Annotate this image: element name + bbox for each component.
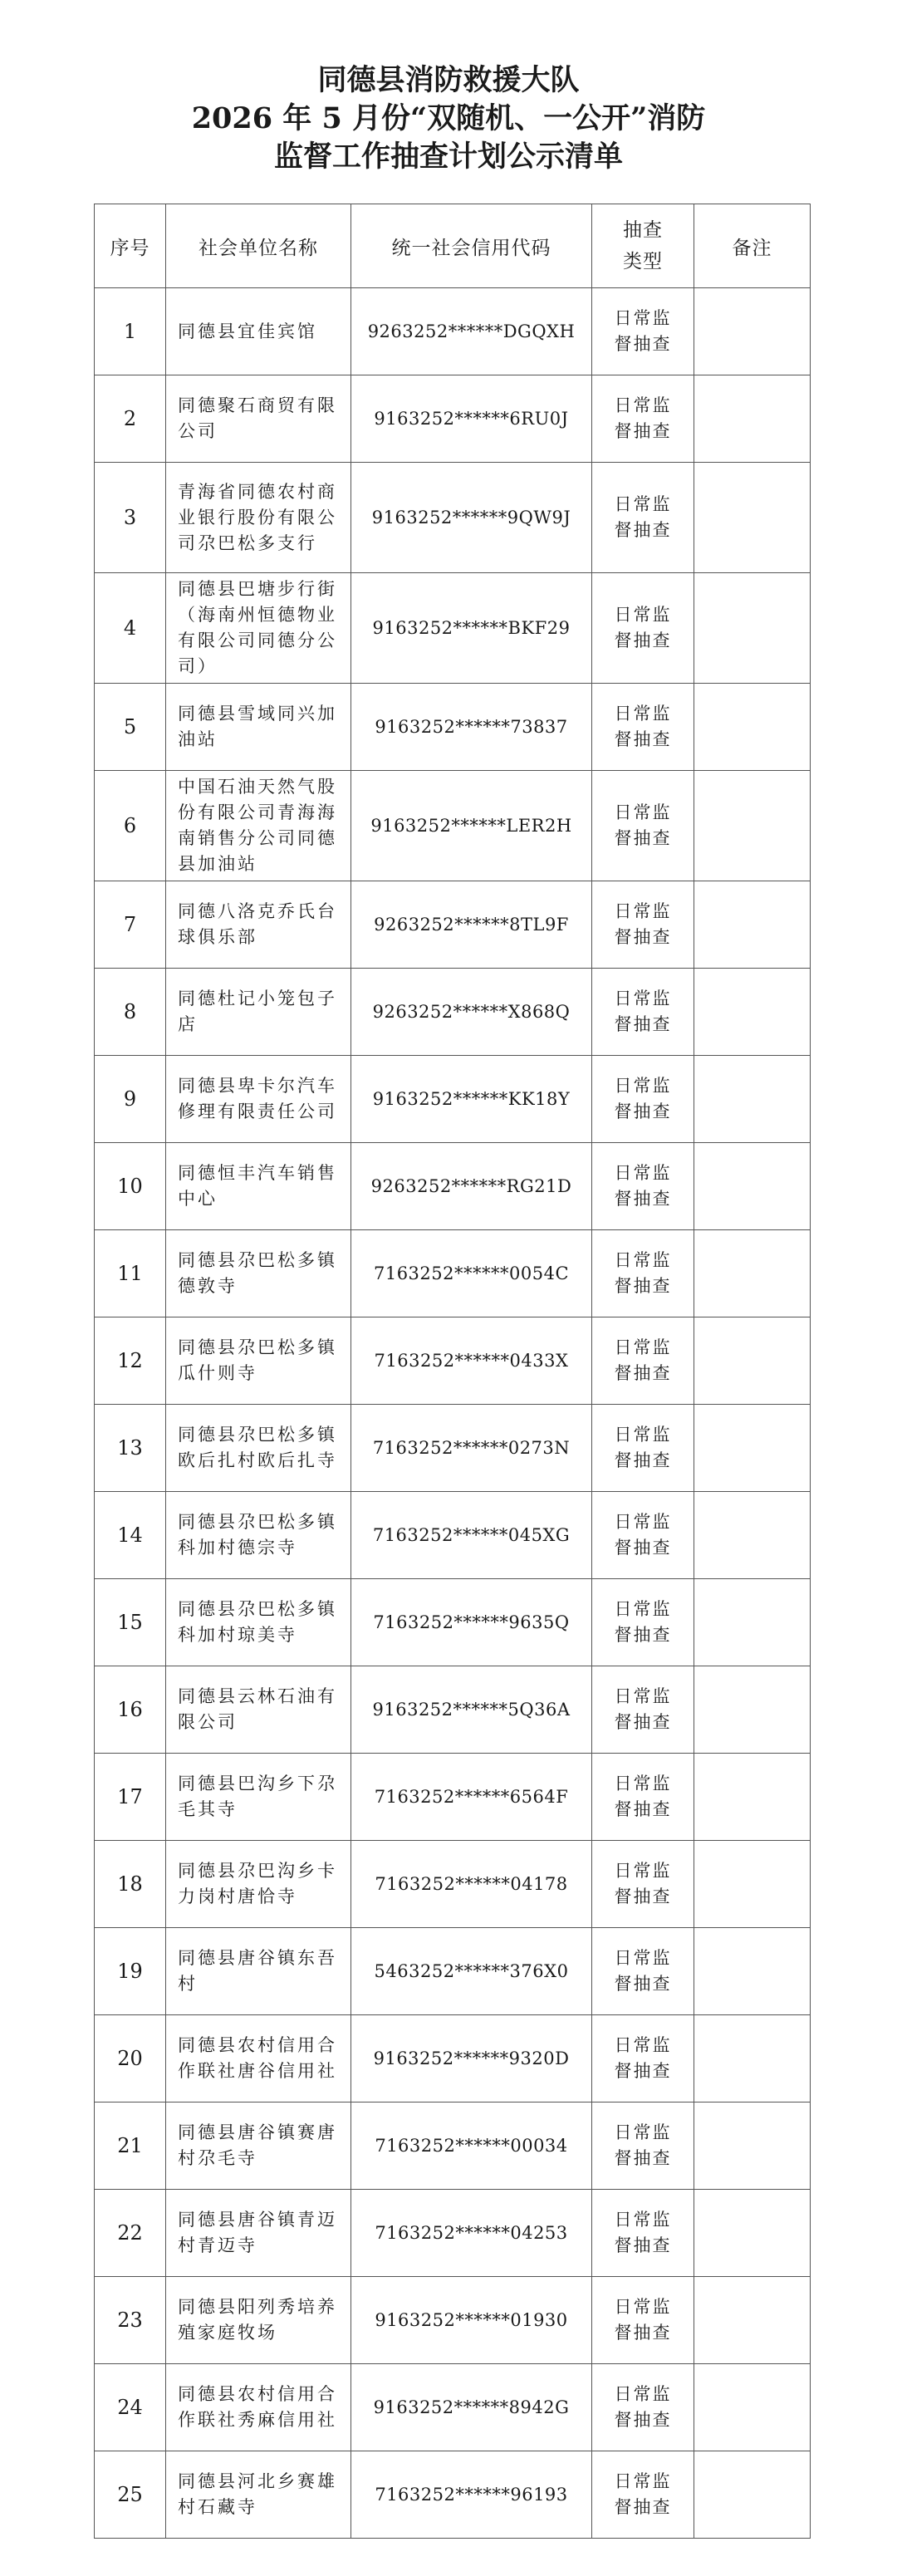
table-row (95, 1405, 811, 1492)
row-note (694, 969, 811, 1056)
row-note (694, 2364, 811, 2451)
row-note (694, 573, 811, 684)
row-note (694, 1928, 811, 2015)
table-row (95, 1492, 811, 1579)
row-unit-name: 同德聚石商贸有限公司 (166, 375, 351, 463)
row-credit-code: 9163252******KK18Y (351, 1056, 592, 1143)
row-check-type: 日常监督抽查 (592, 1841, 694, 1928)
table-row (95, 881, 811, 969)
row-credit-code: 9163252******LER2H (351, 771, 592, 881)
table-row (95, 2451, 811, 2539)
table-row (95, 2190, 811, 2277)
table-row (95, 288, 811, 375)
row-check-type: 日常监督抽查 (592, 1405, 694, 1492)
row-check-type: 日常监督抽查 (592, 2190, 694, 2277)
row-note (694, 1405, 811, 1492)
row-note (694, 1579, 811, 1666)
row-note (694, 881, 811, 969)
table-row (95, 463, 811, 573)
row-seq: 17 (95, 1754, 166, 1841)
row-credit-code: 9263252******RG21D (351, 1143, 592, 1230)
row-unit-name: 同德县尕巴松多镇瓜什则寺 (166, 1317, 351, 1405)
title-line-1: 同德县消防救援大队 (317, 63, 580, 97)
table-row (95, 2277, 811, 2364)
row-seq: 16 (95, 1666, 166, 1754)
row-note (694, 1317, 811, 1405)
row-credit-code: 7163252******0273N (351, 1405, 592, 1492)
table-row (95, 2015, 811, 2103)
row-seq: 24 (95, 2364, 166, 2451)
row-unit-name: 同德八洛克乔氏台球俱乐部 (166, 881, 351, 969)
row-seq: 9 (95, 1056, 166, 1143)
row-note (694, 1841, 811, 1928)
row-credit-code: 7163252******0433X (351, 1317, 592, 1405)
row-credit-code: 9163252******01930 (351, 2277, 592, 2364)
table-row (95, 573, 811, 684)
row-credit-code: 7163252******00034 (351, 2103, 592, 2190)
row-credit-code: 9163252******BKF29 (351, 573, 592, 684)
row-note (694, 1754, 811, 1841)
header-unit-name: 社会单位名称 (166, 204, 351, 288)
row-unit-name: 中国石油天然气股份有限公司青海海南销售分公司同德县加油站 (166, 771, 351, 881)
row-check-type: 日常监督抽查 (592, 1492, 694, 1579)
row-unit-name: 同德县卑卡尔汽车修理有限责任公司 (166, 1056, 351, 1143)
row-check-type: 日常监督抽查 (592, 1928, 694, 2015)
row-seq: 8 (95, 969, 166, 1056)
row-seq: 19 (95, 1928, 166, 2015)
row-seq: 12 (95, 1317, 166, 1405)
row-unit-name: 同德县尕巴松多镇科加村琼美寺 (166, 1579, 351, 1666)
row-check-type: 日常监督抽查 (592, 684, 694, 771)
row-unit-name: 同德县云林石油有限公司 (166, 1666, 351, 1754)
row-note (694, 1230, 811, 1317)
row-unit-name: 同德杜记小笼包子店 (166, 969, 351, 1056)
inspection-plan-table (94, 204, 811, 2539)
row-credit-code: 9163252******9QW9J (351, 463, 592, 573)
row-unit-name: 同德县阳列秀培养殖家庭牧场 (166, 2277, 351, 2364)
row-unit-name: 同德县尕巴松多镇科加村德宗寺 (166, 1492, 351, 1579)
row-seq: 13 (95, 1405, 166, 1492)
row-seq: 7 (95, 881, 166, 969)
row-credit-code: 7163252******04253 (351, 2190, 592, 2277)
table-row (95, 2364, 811, 2451)
row-unit-name: 同德县宜佳宾馆 (166, 288, 351, 375)
row-credit-code: 7163252******6564F (351, 1754, 592, 1841)
row-seq: 2 (95, 375, 166, 463)
row-unit-name: 同德县农村信用合作联社秀麻信用社 (166, 2364, 351, 2451)
row-credit-code: 9263252******X868Q (351, 969, 592, 1056)
row-check-type: 日常监督抽查 (592, 2103, 694, 2190)
row-seq: 1 (95, 288, 166, 375)
title-line-3: 监督工作抽查计划公示清单 (273, 140, 623, 174)
table-row (95, 1754, 811, 1841)
row-check-type: 日常监督抽查 (592, 969, 694, 1056)
row-seq: 4 (95, 573, 166, 684)
row-unit-name: 同德恒丰汽车销售中心 (166, 1143, 351, 1230)
row-check-type: 日常监督抽查 (592, 2277, 694, 2364)
row-credit-code: 7163252******9635Q (351, 1579, 592, 1666)
row-credit-code: 9263252******8TL9F (351, 881, 592, 969)
row-check-type: 日常监督抽查 (592, 463, 694, 573)
table-row (95, 771, 811, 881)
row-note (694, 2277, 811, 2364)
row-unit-name: 同德县尕巴松多镇欧后扎村欧后扎寺 (166, 1405, 351, 1492)
row-credit-code: 9163252******6RU0J (351, 375, 592, 463)
row-unit-name: 同德县尕巴沟乡卡力岗村唐恰寺 (166, 1841, 351, 1928)
row-credit-code: 5463252******376X0 (351, 1928, 592, 2015)
row-note (694, 1492, 811, 1579)
row-check-type: 日常监督抽查 (592, 375, 694, 463)
row-seq: 6 (95, 771, 166, 881)
table-row (95, 969, 811, 1056)
table-row (95, 1056, 811, 1143)
row-seq: 22 (95, 2190, 166, 2277)
row-seq: 3 (95, 463, 166, 573)
row-seq: 21 (95, 2103, 166, 2190)
row-unit-name: 同德县巴塘步行街（海南州恒德物业有限公司同德分公司） (166, 573, 351, 684)
row-credit-code: 7163252******045XG (351, 1492, 592, 1579)
row-credit-code: 7163252******04178 (351, 1841, 592, 1928)
row-seq: 15 (95, 1579, 166, 1666)
table-row (95, 1928, 811, 2015)
row-note (694, 463, 811, 573)
row-check-type: 日常监督抽查 (592, 288, 694, 375)
row-note (694, 2103, 811, 2190)
row-seq: 5 (95, 684, 166, 771)
row-note (694, 288, 811, 375)
row-seq: 20 (95, 2015, 166, 2103)
table-row (95, 1317, 811, 1405)
row-check-type: 日常监督抽查 (592, 2015, 694, 2103)
row-credit-code: 9163252******5Q36A (351, 1666, 592, 1754)
row-seq: 14 (95, 1492, 166, 1579)
row-credit-code: 7163252******0054C (351, 1230, 592, 1317)
row-credit-code: 9163252******73837 (351, 684, 592, 771)
title-line-2: 2026 年 5 月份“双随机、一公开”消防 (191, 101, 706, 135)
row-seq: 18 (95, 1841, 166, 1928)
row-check-type: 日常监督抽查 (592, 1579, 694, 1666)
table-row (95, 1230, 811, 1317)
row-check-type: 日常监督抽查 (592, 2364, 694, 2451)
row-check-type: 日常监督抽查 (592, 1230, 694, 1317)
row-credit-code: 9163252******8942G (351, 2364, 592, 2451)
row-note (694, 2451, 811, 2539)
row-note (694, 771, 811, 881)
table-row (95, 684, 811, 771)
row-unit-name: 同德县河北乡赛雄村石藏寺 (166, 2451, 351, 2539)
row-unit-name: 同德县农村信用合作联社唐谷信用社 (166, 2015, 351, 2103)
row-seq: 10 (95, 1143, 166, 1230)
row-unit-name: 同德县巴沟乡下尕毛其寺 (166, 1754, 351, 1841)
row-unit-name: 同德县尕巴松多镇德敦寺 (166, 1230, 351, 1317)
header-note: 备注 (694, 204, 811, 288)
row-check-type: 日常监督抽查 (592, 881, 694, 969)
row-note (694, 1056, 811, 1143)
header-check-type: 抽查类型 (592, 204, 694, 288)
row-check-type: 日常监督抽查 (592, 573, 694, 684)
row-check-type: 日常监督抽查 (592, 1754, 694, 1841)
header-credit-code: 统一社会信用代码 (351, 204, 592, 288)
table-row (95, 1143, 811, 1230)
row-note (694, 684, 811, 771)
row-check-type: 日常监督抽查 (592, 771, 694, 881)
row-unit-name: 同德县唐谷镇赛唐村尕毛寺 (166, 2103, 351, 2190)
table-header-row (95, 204, 811, 288)
table-row (95, 2103, 811, 2190)
row-seq: 23 (95, 2277, 166, 2364)
row-note (694, 2190, 811, 2277)
row-note (694, 1666, 811, 1754)
row-check-type: 日常监督抽查 (592, 1143, 694, 1230)
row-credit-code: 9263252******DGQXH (351, 288, 592, 375)
row-note (694, 1143, 811, 1230)
row-check-type: 日常监督抽查 (592, 1317, 694, 1405)
row-seq: 11 (95, 1230, 166, 1317)
table-row (95, 1666, 811, 1754)
table-row (95, 375, 811, 463)
row-check-type: 日常监督抽查 (592, 1666, 694, 1754)
table-body (95, 288, 811, 2539)
row-note (694, 2015, 811, 2103)
row-note (694, 375, 811, 463)
row-check-type: 日常监督抽查 (592, 2451, 694, 2539)
table-row (95, 1579, 811, 1666)
row-credit-code: 7163252******96193 (351, 2451, 592, 2539)
row-unit-name: 同德县雪域同兴加油站 (166, 684, 351, 771)
document-title (0, 0, 897, 176)
row-unit-name: 同德县唐谷镇青迈村青迈寺 (166, 2190, 351, 2277)
header-seq: 序号 (95, 204, 166, 288)
table-row (95, 1841, 811, 1928)
row-credit-code: 9163252******9320D (351, 2015, 592, 2103)
row-seq: 25 (95, 2451, 166, 2539)
row-unit-name: 青海省同德农村商业银行股份有限公司尕巴松多支行 (166, 463, 351, 573)
row-check-type: 日常监督抽查 (592, 1056, 694, 1143)
row-unit-name: 同德县唐谷镇东吾村 (166, 1928, 351, 2015)
